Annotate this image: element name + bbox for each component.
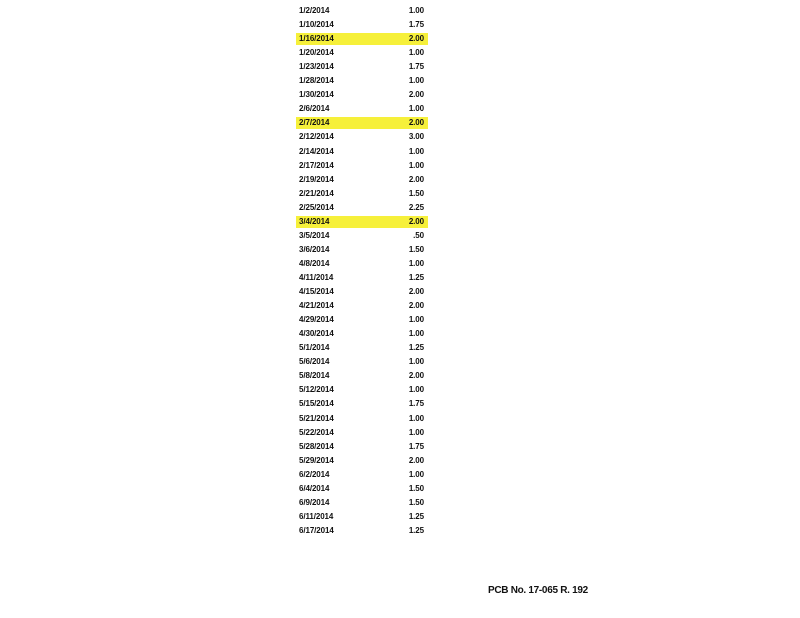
entry-hours: 1.00 — [408, 160, 424, 170]
entry-hours: 1.00 — [408, 258, 424, 268]
entry-row — [296, 328, 428, 340]
entry-hours: 1.00 — [408, 104, 424, 114]
entry-hours: 1.00 — [408, 146, 424, 156]
entry-date: 1/23/2014 — [299, 62, 334, 72]
entry-row — [296, 272, 428, 284]
entry-date: 2/14/2014 — [299, 146, 334, 156]
entry-hours: 1.25 — [408, 272, 424, 282]
entry-hours: 1.00 — [408, 6, 424, 15]
entry-date: 1/30/2014 — [299, 90, 334, 100]
entry-row — [296, 103, 428, 115]
entry-date: 4/8/2014 — [299, 258, 330, 268]
entry-hours: 1.00 — [408, 413, 424, 423]
entry-row — [296, 483, 428, 495]
entry-hours: 1.00 — [408, 76, 424, 86]
entry-row — [296, 511, 428, 523]
entry-date: 4/15/2014 — [299, 287, 334, 296]
entry-row — [296, 413, 428, 425]
entry-hours: 1.50 — [408, 188, 424, 198]
entry-hours: 1.00 — [408, 315, 424, 325]
entry-date: 1/16/2014 — [299, 34, 334, 44]
entry-hours: 1.25 — [408, 343, 424, 353]
entry-hours: 1.00 — [408, 329, 424, 339]
entry-hours: 1.00 — [408, 357, 424, 367]
entry-date: 6/9/2014 — [299, 497, 330, 507]
entry-date: 5/1/2014 — [299, 343, 330, 353]
entry-date: 5/21/2014 — [299, 413, 334, 423]
entry-date: 1/28/2014 — [299, 76, 334, 86]
entry-row — [296, 89, 428, 101]
entry-hours: 2.00 — [408, 174, 424, 184]
entry-row — [296, 258, 428, 270]
entry-hours: 2.00 — [408, 455, 424, 465]
entry-date: 5/29/2014 — [299, 455, 334, 465]
entry-hours: 1.75 — [408, 62, 424, 72]
entry-date: 4/21/2014 — [299, 301, 334, 311]
entry-row — [296, 131, 428, 143]
entry-row — [296, 19, 428, 31]
entry-date: 6/17/2014 — [299, 525, 334, 535]
entry-date: 2/6/2014 — [299, 104, 330, 114]
entry-hours: 1.75 — [408, 399, 424, 409]
entry-row — [296, 160, 428, 172]
entry-date: 4/29/2014 — [299, 315, 334, 325]
entry-date: 6/11/2014 — [299, 511, 334, 521]
entry-date: 6/2/2014 — [299, 469, 330, 479]
entry-hours: 1.50 — [408, 244, 424, 254]
entry-row — [296, 455, 428, 467]
entry-row — [296, 398, 428, 410]
entry-row — [296, 441, 428, 453]
entry-hours: 2.25 — [408, 202, 424, 212]
entry-date: 2/25/2014 — [299, 202, 334, 212]
entry-date: 5/15/2014 — [299, 399, 334, 409]
entry-date: 1/2/2014 — [299, 6, 330, 15]
entry-row — [296, 469, 428, 481]
entry-hours: 2.00 — [408, 34, 424, 44]
highlighted-entry-row — [296, 117, 428, 129]
page-stamp: PCB No. 17-065 R. 192 — [488, 585, 588, 596]
entry-date: 5/8/2014 — [299, 371, 330, 381]
entry-row — [296, 300, 428, 312]
entry-row — [296, 525, 428, 537]
entry-row — [296, 244, 428, 256]
entry-hours: 1.50 — [408, 497, 424, 507]
highlighted-entry-row — [296, 33, 428, 45]
entry-row — [296, 342, 428, 354]
entry-date: 3/6/2014 — [299, 244, 330, 254]
highlighted-entry-row — [296, 216, 428, 228]
entry-row — [296, 314, 428, 326]
entry-hours: 3.00 — [408, 132, 424, 142]
entry-date: 5/12/2014 — [299, 385, 334, 395]
entry-row — [296, 497, 428, 509]
entry-date: 3/5/2014 — [299, 230, 330, 240]
entry-row — [296, 47, 428, 59]
entry-hours: 1.00 — [408, 385, 424, 395]
entry-hours: 1.75 — [408, 20, 424, 30]
entry-row — [296, 188, 428, 200]
entry-row — [296, 230, 428, 242]
entry-hours: 2.00 — [408, 287, 424, 296]
entry-date: 6/4/2014 — [299, 483, 330, 493]
entry-date: 2/17/2014 — [299, 160, 334, 170]
entry-row — [296, 5, 428, 17]
entry-row — [296, 356, 428, 368]
entry-date: 1/20/2014 — [299, 48, 334, 58]
entry-date: 1/10/2014 — [299, 20, 334, 30]
entry-date: 4/30/2014 — [299, 329, 334, 339]
entry-hours: 1.50 — [408, 483, 424, 493]
entry-date: 2/19/2014 — [299, 174, 334, 184]
entry-hours: 2.00 — [408, 216, 424, 226]
entry-hours: 1.25 — [408, 511, 424, 521]
entry-row — [296, 174, 428, 186]
entry-hours: 1.00 — [408, 48, 424, 58]
entry-hours: .50 — [413, 230, 424, 240]
entry-date: 5/6/2014 — [299, 357, 330, 367]
entry-hours: 2.00 — [408, 301, 424, 311]
entry-row — [296, 61, 428, 73]
entry-row — [296, 286, 428, 298]
entry-date: 2/7/2014 — [299, 118, 330, 128]
entry-date: 2/12/2014 — [299, 132, 334, 142]
entry-date: 4/11/2014 — [299, 272, 334, 282]
entry-hours: 1.00 — [408, 427, 424, 437]
entry-hours: 1.25 — [408, 525, 424, 535]
entry-hours: 2.00 — [408, 371, 424, 381]
entry-hours: 1.75 — [408, 441, 424, 451]
entry-date: 2/21/2014 — [299, 188, 334, 198]
entry-row — [296, 202, 428, 214]
entry-row — [296, 427, 428, 439]
entry-date: 5/28/2014 — [299, 441, 334, 451]
entry-hours: 2.00 — [408, 118, 424, 128]
entry-row — [296, 384, 428, 396]
entry-row — [296, 75, 428, 87]
entry-hours: 2.00 — [408, 90, 424, 100]
entry-hours: 1.00 — [408, 469, 424, 479]
entry-date: 5/22/2014 — [299, 427, 334, 437]
entry-date: 3/4/2014 — [299, 216, 330, 226]
entry-row — [296, 370, 428, 382]
entry-row — [296, 146, 428, 158]
